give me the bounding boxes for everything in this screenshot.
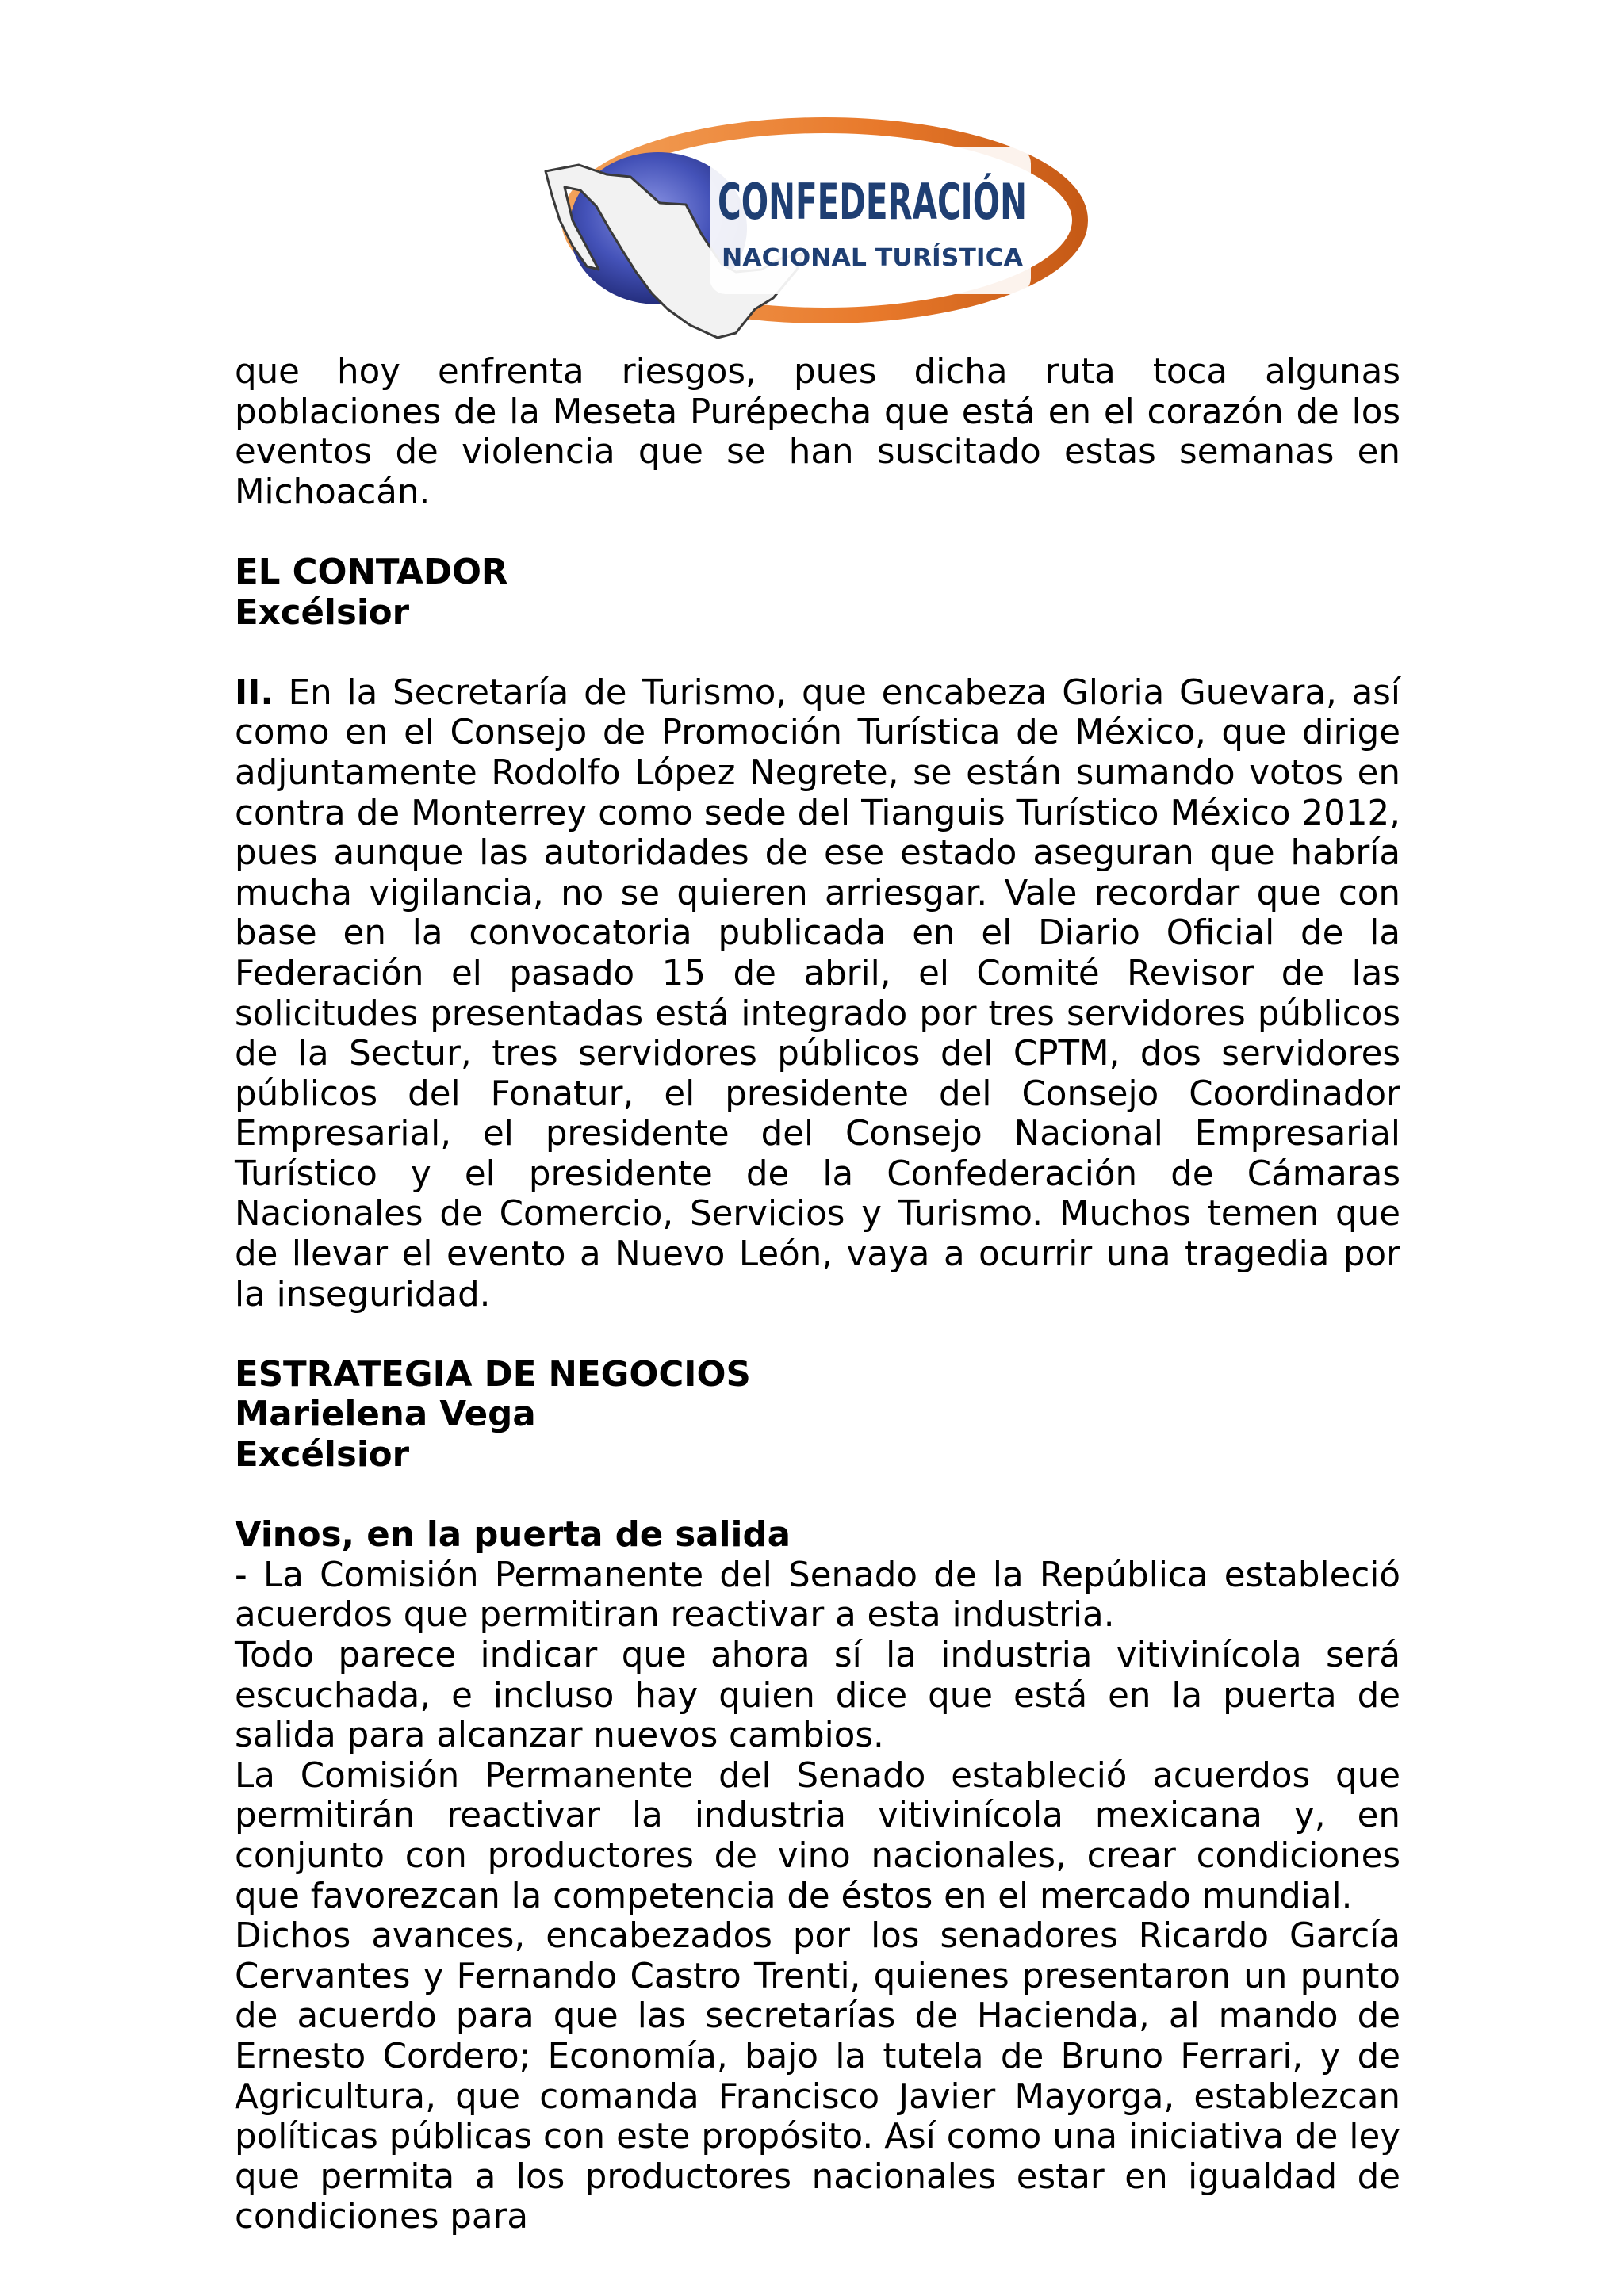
logo-subtitle: NACIONAL TURÍSTICA	[722, 244, 1009, 272]
section-title-el-contador: EL CONTADOR	[235, 552, 508, 592]
document-body	[235, 352, 1400, 2237]
paragraph-body: En la Secretaría de Turismo, que encabeza Gloria Guevara, así como en el Consejo de Promoción Turística de México, que dirige adjuntamente Rodolfo López Negrete, se están sumando votos en contra de Monterrey como sede del Tianguis Turístico México 2012, pues aunque las autoridades de ese estado aseguran que habría mucha vigilancia, no se quieren arriesgar. Vale recordar que con base en la convocatoria publicada en el Diario Oficial de la Federación el pasado 15 de abril, el Comité Revisor de las solicitudes presentadas está integrado por tres servidores públicos de la Sectur, tres servidores públicos del CPTM, dos servidores públicos del Fonatur, el presidente del Consejo Coordinador Empresarial, el presidente del Consejo Nacional Empresarial Turístico y el presidente de la Confederación de Cámaras Nacionales de Comercio, Servicios y Turismo. Muchos temen que de llevar el evento a Nuevo León, vaya a ocurrir una tragedia por la inseguridad.	[235, 672, 1400, 1314]
article-paragraph: Todo parece indicar que ahora sí la industria vitivinícola será escuchada, e incluso hay quien dice que está en la puerta de salida para alcanzar nuevos cambios.	[235, 1636, 1400, 1756]
section-source-excelsior: Excélsior	[235, 592, 410, 633]
confederacion-logo	[523, 101, 1094, 355]
article-paragraph: Dichos avances, encabezados por los senadores Ricardo García Cervantes y Fernando Castro Trenti, quienes presentaron un punto de acuerdo para que las secretarías de Hacienda, al mando de Ernesto Cordero; Economía, bajo la tutela de Bruno Ferrari, y de Agricultura, que comanda Francisco Javier Mayorga, establezcan políticas públicas con este propósito. Así como una iniciativa de ley que permita a los productores nacionales estar en igualdad de condiciones para	[235, 1916, 1400, 2237]
article-paragraph: - La Comisión Permanente del Senado de la República estableció acuerdos que permitiran reactivar a esta industria.	[235, 1555, 1400, 1636]
intro-paragraph: que hoy enfrenta riesgos, pues dicha ruta toca algunas poblaciones de la Meseta Purépecha que está en el corazón de los eventos de violencia que se han suscitado estas semanas en Michoacán.	[235, 352, 1400, 512]
paragraph-lead-numeral: II.	[235, 672, 274, 713]
section-title-estrategia: ESTRATEGIA DE NEGOCIOS	[235, 1354, 751, 1395]
article-headline: Vinos, en la puerta de salida	[235, 1515, 791, 1556]
article-paragraph: La Comisión Permanente del Senado estableció acuerdos que permitirán reactivar la industria vitivinícola mexicana y, en conjunto con productores de vino nacionales, crear condiciones que favorezcan la competencia de éstos en el mercado mundial.	[235, 1755, 1400, 1916]
logo-title: CONFEDERACIÓN	[718, 173, 1027, 231]
section-author: Marielena Vega	[235, 1395, 536, 1435]
mexico-map-globe-logo-icon	[523, 101, 1094, 355]
el-contador-paragraph	[235, 673, 1400, 1315]
section-source-excelsior-2: Excélsior	[235, 1435, 410, 1475]
